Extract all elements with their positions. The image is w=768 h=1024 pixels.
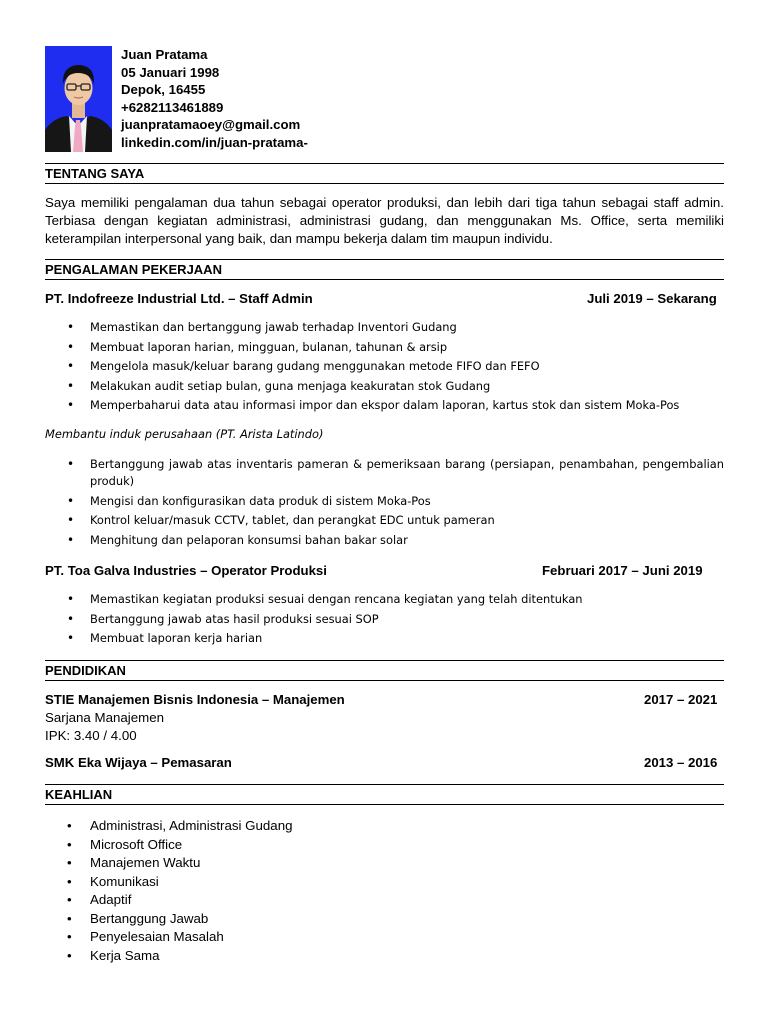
job-1-bullets	[45, 318, 724, 416]
education-title-2: SMK Eka Wijaya – Pemasaran	[45, 755, 232, 770]
list-item: • Adaptif	[45, 891, 293, 910]
contact-block	[121, 46, 308, 151]
job-date-2: Februari 2017 – Juni 2019	[542, 563, 703, 578]
education-gpa: IPK: 3.40 / 4.00	[45, 728, 137, 743]
list-item: • Menghitung dan pelaporan konsumsi bahan bakar solar	[45, 531, 724, 551]
linkedin-url[interactable]: linkedin.com/in/juan-pratama-	[121, 134, 308, 150]
list-item: • Mengelola masuk/keluar barang gudang menggunakan metode FIFO dan FEFO	[45, 357, 724, 377]
job-date-1: Juli 2019 – Sekarang	[587, 291, 717, 306]
about-text: Saya memiliki pengalaman dua tahun sebagai operator produksi, dan lebih dari tiga tahun sebagai staff admin. Terbiasa dengan kegiatan administrasi, administrasi gudang, dan menggunakan Ms. Office, serta memiliki keterampilan interpersonal yang baik, dan mampu bekerja dalam tim maupun individu.	[45, 195, 724, 247]
education-date-1: 2017 – 2021	[644, 692, 718, 707]
phone-number: +6282113461889	[121, 99, 224, 115]
list-item: • Mengisi dan konfigurasikan data produk di sistem Moka-Pos	[45, 492, 724, 512]
job-2-bullets	[45, 590, 724, 649]
list-item: • Memperbaharui data atau informasi impor dan ekspor dalam laporan, kartus stok dan sistem Moka-Pos	[45, 396, 724, 416]
list-item: • Komunikasi	[45, 873, 293, 892]
person-portrait-icon	[45, 46, 112, 152]
list-item: • Penyelesaian Masalah	[45, 928, 293, 947]
education-date-2: 2013 – 2016	[644, 755, 718, 770]
list-item: • Membuat laporan kerja harian	[45, 629, 724, 649]
skills-list	[45, 817, 293, 965]
birth-date: 05 Januari 1998	[121, 64, 220, 80]
list-item: • Bertanggung Jawab	[45, 910, 293, 929]
city: Depok, 16455	[121, 82, 206, 97]
section-heading-about: TENTANG SAYA	[45, 163, 724, 184]
section-heading-skills: KEAHLIAN	[45, 784, 724, 805]
section-heading-education: PENDIDIKAN	[45, 660, 724, 681]
job-title-1: PT. Indofreeze Industrial Ltd. – Staff Admin	[45, 291, 313, 306]
list-item: • Memastikan kegiatan produksi sesuai dengan rencana kegiatan yang telah ditentukan	[45, 590, 724, 610]
education-title-1: STIE Manajemen Bisnis Indonesia – Manajemen	[45, 692, 345, 707]
list-item: • Kerja Sama	[45, 947, 293, 966]
list-item: • Melakukan audit setiap bulan, guna menjaga keakuratan stok Gudang	[45, 377, 724, 397]
profile-photo	[45, 46, 112, 152]
email-address[interactable]: juanpratamaoey@gmail.com	[121, 117, 301, 132]
list-item: • Manajemen Waktu	[45, 854, 293, 873]
list-item: • Microsoft Office	[45, 836, 293, 855]
education-degree: Sarjana Manajemen	[45, 710, 165, 725]
list-item: • Administrasi, Administrasi Gudang	[45, 817, 293, 836]
list-item: • Bertanggung jawab atas inventaris pameran & pemeriksaan barang (persiapan, penambahan, pengembalian produk)	[45, 456, 724, 492]
job-title-2: PT. Toa Galva Industries – Operator Produksi	[45, 563, 327, 578]
list-item: • Memastikan dan bertanggung jawab terhadap Inventori Gudang	[45, 318, 724, 338]
job-1-sub-bullets	[45, 456, 724, 551]
list-item: • Bertanggung jawab atas hasil produksi sesuai SOP	[45, 610, 724, 630]
list-item: • Membuat laporan harian, mingguan, bulanan, tahunan & arsip	[45, 338, 724, 358]
section-heading-experience: PENGALAMAN PEKERJAAN	[45, 259, 724, 280]
list-item: • Kontrol keluar/masuk CCTV, tablet, dan perangkat EDC untuk pameran	[45, 511, 724, 531]
full-name: Juan Pratama	[121, 47, 208, 62]
job-1-subtitle: Membantu induk perusahaan (PT. Arista Latindo)	[45, 427, 324, 441]
